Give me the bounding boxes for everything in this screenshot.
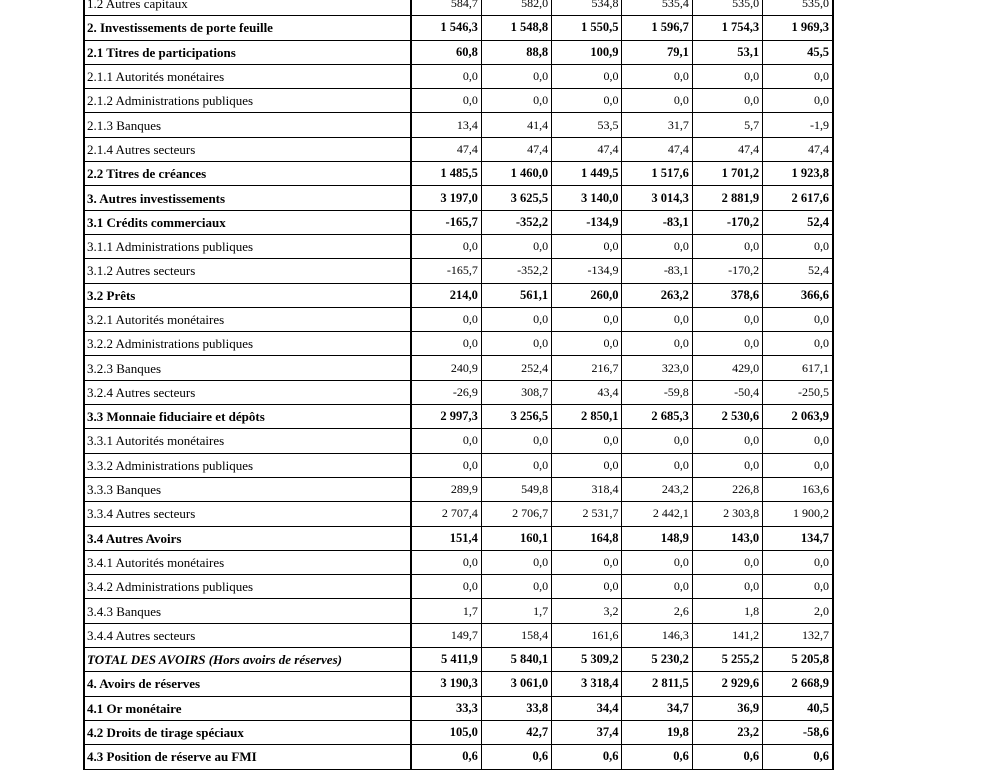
- value-cell: 148,9: [622, 526, 692, 550]
- value-cell: 0,0: [763, 64, 833, 88]
- value-cell: -352,2: [481, 259, 551, 283]
- table-row: [84, 745, 833, 769]
- value-cell: 0,0: [763, 332, 833, 356]
- value-cell: 0,0: [411, 429, 481, 453]
- value-cell: 0,0: [552, 307, 622, 331]
- value-cell: 216,7: [552, 356, 622, 380]
- value-cell: 3 197,0: [411, 186, 481, 210]
- value-cell: 5 840,1: [481, 648, 551, 672]
- value-cell: 158,4: [481, 623, 551, 647]
- value-cell: 0,0: [622, 234, 692, 258]
- table-row: [84, 210, 833, 234]
- row-label: 3.1.1 Administrations publiques: [84, 234, 411, 258]
- value-cell: 47,4: [622, 137, 692, 161]
- value-cell: 429,0: [692, 356, 762, 380]
- row-label: 3.3 Monnaie fiduciaire et dépôts: [84, 405, 411, 429]
- value-cell: 88,8: [481, 40, 551, 64]
- value-cell: 0,0: [411, 307, 481, 331]
- value-cell: 1,7: [411, 599, 481, 623]
- value-cell: 1 517,6: [622, 162, 692, 186]
- value-cell: 214,0: [411, 283, 481, 307]
- value-cell: 549,8: [481, 477, 551, 501]
- value-cell: 2 881,9: [692, 186, 762, 210]
- value-cell: 47,4: [411, 137, 481, 161]
- value-cell: 19,8: [622, 720, 692, 744]
- value-cell: -170,2: [692, 210, 762, 234]
- value-cell: 0,0: [763, 89, 833, 113]
- value-cell: 36,9: [692, 696, 762, 720]
- value-cell: 2 685,3: [622, 405, 692, 429]
- value-cell: 584,7: [411, 0, 481, 16]
- value-cell: 378,6: [692, 283, 762, 307]
- value-cell: 0,0: [552, 332, 622, 356]
- value-cell: 146,3: [622, 623, 692, 647]
- value-cell: 2 442,1: [622, 502, 692, 526]
- table-row: [84, 234, 833, 258]
- row-label: 3.2.1 Autorités monétaires: [84, 307, 411, 331]
- assets-table: [83, 0, 834, 770]
- value-cell: 43,4: [552, 380, 622, 404]
- value-cell: 0,0: [481, 64, 551, 88]
- value-cell: 3 014,3: [622, 186, 692, 210]
- value-cell: 289,9: [411, 477, 481, 501]
- table-row: [84, 16, 833, 40]
- value-cell: 105,0: [411, 720, 481, 744]
- value-cell: 0,0: [622, 453, 692, 477]
- value-cell: -134,9: [552, 259, 622, 283]
- row-label: 3.3.4 Autres secteurs: [84, 502, 411, 526]
- value-cell: 47,4: [692, 137, 762, 161]
- value-cell: 2 063,9: [763, 405, 833, 429]
- table-row: [84, 40, 833, 64]
- value-cell: 0,6: [763, 745, 833, 769]
- value-cell: 2,0: [763, 599, 833, 623]
- value-cell: -83,1: [622, 259, 692, 283]
- value-cell: 0,0: [552, 575, 622, 599]
- table-row: [84, 672, 833, 696]
- value-cell: 0,0: [692, 307, 762, 331]
- value-cell: 366,6: [763, 283, 833, 307]
- value-cell: 100,9: [552, 40, 622, 64]
- value-cell: 535,4: [622, 0, 692, 16]
- value-cell: 0,0: [411, 64, 481, 88]
- table-row: [84, 380, 833, 404]
- row-label: 2.1.2 Administrations publiques: [84, 89, 411, 113]
- value-cell: 0,0: [411, 89, 481, 113]
- value-cell: 3 061,0: [481, 672, 551, 696]
- value-cell: 2 706,7: [481, 502, 551, 526]
- value-cell: 0,0: [692, 453, 762, 477]
- value-cell: 52,4: [763, 210, 833, 234]
- value-cell: 0,0: [763, 307, 833, 331]
- value-cell: 163,6: [763, 477, 833, 501]
- value-cell: 0,6: [552, 745, 622, 769]
- value-cell: 3,2: [552, 599, 622, 623]
- value-cell: 323,0: [622, 356, 692, 380]
- value-cell: 0,0: [411, 575, 481, 599]
- value-cell: 2 811,5: [622, 672, 692, 696]
- value-cell: 0,0: [481, 234, 551, 258]
- value-cell: 2 707,4: [411, 502, 481, 526]
- value-cell: 40,5: [763, 696, 833, 720]
- row-label: 2.2 Titres de créances: [84, 162, 411, 186]
- value-cell: 1 550,5: [552, 16, 622, 40]
- value-cell: 5 309,2: [552, 648, 622, 672]
- row-label: 3.4.3 Banques: [84, 599, 411, 623]
- value-cell: 2 668,9: [763, 672, 833, 696]
- value-cell: 0,0: [622, 429, 692, 453]
- row-label: 3.4.2 Administrations publiques: [84, 575, 411, 599]
- table-row: [84, 696, 833, 720]
- row-label: 3.1 Crédits commerciaux: [84, 210, 411, 234]
- value-cell: 1 969,3: [763, 16, 833, 40]
- value-cell: 1 548,8: [481, 16, 551, 40]
- value-cell: 0,0: [411, 453, 481, 477]
- value-cell: 47,4: [552, 137, 622, 161]
- value-cell: 2 531,7: [552, 502, 622, 526]
- value-cell: 0,0: [763, 453, 833, 477]
- value-cell: 0,0: [763, 234, 833, 258]
- value-cell: 143,0: [692, 526, 762, 550]
- value-cell: 42,7: [481, 720, 551, 744]
- row-label: 3.4 Autres Avoirs: [84, 526, 411, 550]
- value-cell: 260,0: [552, 283, 622, 307]
- value-cell: 3 318,4: [552, 672, 622, 696]
- table-row: [84, 259, 833, 283]
- value-cell: 164,8: [552, 526, 622, 550]
- value-cell: 3 625,5: [481, 186, 551, 210]
- table-row: [84, 113, 833, 137]
- value-cell: 243,2: [622, 477, 692, 501]
- value-cell: 534,8: [552, 0, 622, 16]
- value-cell: 33,8: [481, 696, 551, 720]
- value-cell: 0,0: [481, 575, 551, 599]
- table-row: [84, 599, 833, 623]
- value-cell: 1 485,5: [411, 162, 481, 186]
- value-cell: 2 929,6: [692, 672, 762, 696]
- value-cell: 1 460,0: [481, 162, 551, 186]
- value-cell: 1 923,8: [763, 162, 833, 186]
- value-cell: 0,0: [692, 89, 762, 113]
- value-cell: 0,6: [411, 745, 481, 769]
- table-row: [84, 356, 833, 380]
- value-cell: 535,0: [692, 0, 762, 16]
- table-row: [84, 162, 833, 186]
- value-cell: 45,5: [763, 40, 833, 64]
- table-row: [84, 623, 833, 647]
- value-cell: 0,0: [622, 64, 692, 88]
- value-cell: 23,2: [692, 720, 762, 744]
- value-cell: 0,0: [552, 89, 622, 113]
- value-cell: 2 617,6: [763, 186, 833, 210]
- value-cell: 5 411,9: [411, 648, 481, 672]
- value-cell: -50,4: [692, 380, 762, 404]
- value-cell: 5 205,8: [763, 648, 833, 672]
- row-label: 3.3.3 Banques: [84, 477, 411, 501]
- value-cell: 0,0: [622, 575, 692, 599]
- row-label: 1.2 Autres capitaux: [84, 0, 411, 16]
- value-cell: 2 850,1: [552, 405, 622, 429]
- value-cell: 2 997,3: [411, 405, 481, 429]
- value-cell: 3 190,3: [411, 672, 481, 696]
- row-label: 3.2.3 Banques: [84, 356, 411, 380]
- value-cell: 252,4: [481, 356, 551, 380]
- table-row: [84, 64, 833, 88]
- value-cell: 318,4: [552, 477, 622, 501]
- value-cell: 60,8: [411, 40, 481, 64]
- value-cell: -165,7: [411, 210, 481, 234]
- value-cell: 1 701,2: [692, 162, 762, 186]
- value-cell: 0,0: [763, 575, 833, 599]
- value-cell: 0,0: [552, 550, 622, 574]
- value-cell: -58,6: [763, 720, 833, 744]
- value-cell: 0,0: [692, 550, 762, 574]
- value-cell: 0,0: [692, 575, 762, 599]
- table-row: [84, 575, 833, 599]
- value-cell: 263,2: [622, 283, 692, 307]
- table-row: [84, 405, 833, 429]
- value-cell: 0,0: [481, 453, 551, 477]
- value-cell: 47,4: [763, 137, 833, 161]
- value-cell: 160,1: [481, 526, 551, 550]
- value-cell: 2 303,8: [692, 502, 762, 526]
- value-cell: 1 900,2: [763, 502, 833, 526]
- value-cell: 141,2: [692, 623, 762, 647]
- table-row: [84, 550, 833, 574]
- value-cell: 1,8: [692, 599, 762, 623]
- value-cell: 0,0: [481, 332, 551, 356]
- value-cell: 0,6: [692, 745, 762, 769]
- row-label: 3.4.1 Autorités monétaires: [84, 550, 411, 574]
- value-cell: 0,0: [552, 453, 622, 477]
- row-label: 3.2.4 Autres secteurs: [84, 380, 411, 404]
- value-cell: 0,0: [692, 332, 762, 356]
- value-cell: 3 140,0: [552, 186, 622, 210]
- value-cell: 31,7: [622, 113, 692, 137]
- row-label: 2.1 Titres de participations: [84, 40, 411, 64]
- value-cell: 151,4: [411, 526, 481, 550]
- table-row: [84, 453, 833, 477]
- table-row: [84, 502, 833, 526]
- value-cell: 0,0: [481, 307, 551, 331]
- row-label: 3.2.2 Administrations publiques: [84, 332, 411, 356]
- table-row: [84, 720, 833, 744]
- value-cell: 0,0: [763, 550, 833, 574]
- value-cell: 0,6: [481, 745, 551, 769]
- value-cell: 34,4: [552, 696, 622, 720]
- row-label: 4. Avoirs de réserves: [84, 672, 411, 696]
- value-cell: -1,9: [763, 113, 833, 137]
- value-cell: 0,0: [481, 550, 551, 574]
- value-cell: 132,7: [763, 623, 833, 647]
- value-cell: 1 546,3: [411, 16, 481, 40]
- assets-table-body: [84, 0, 833, 769]
- value-cell: 0,0: [481, 429, 551, 453]
- table-row: [84, 307, 833, 331]
- value-cell: -59,8: [622, 380, 692, 404]
- value-cell: 617,1: [763, 356, 833, 380]
- value-cell: 0,0: [481, 89, 551, 113]
- value-cell: -165,7: [411, 259, 481, 283]
- table-row: [84, 648, 833, 672]
- row-label: 2.1.1 Autorités monétaires: [84, 64, 411, 88]
- row-label: TOTAL DES AVOIRS (Hors avoirs de réserves): [84, 648, 411, 672]
- table-row: [84, 283, 833, 307]
- value-cell: 41,4: [481, 113, 551, 137]
- row-label: 2.1.3 Banques: [84, 113, 411, 137]
- row-label: 3.1.2 Autres secteurs: [84, 259, 411, 283]
- value-cell: 0,0: [692, 64, 762, 88]
- value-cell: 3 256,5: [481, 405, 551, 429]
- value-cell: -134,9: [552, 210, 622, 234]
- value-cell: 134,7: [763, 526, 833, 550]
- value-cell: 79,1: [622, 40, 692, 64]
- value-cell: 0,0: [692, 234, 762, 258]
- value-cell: 33,3: [411, 696, 481, 720]
- value-cell: 0,0: [552, 429, 622, 453]
- value-cell: 13,4: [411, 113, 481, 137]
- table-row: [84, 477, 833, 501]
- row-label: 2. Investissements de porte feuille: [84, 16, 411, 40]
- value-cell: 582,0: [481, 0, 551, 16]
- row-label: 4.3 Position de réserve au FMI: [84, 745, 411, 769]
- value-cell: 0,0: [552, 64, 622, 88]
- table-row: [84, 0, 833, 16]
- value-cell: 37,4: [552, 720, 622, 744]
- value-cell: 47,4: [481, 137, 551, 161]
- value-cell: 1,7: [481, 599, 551, 623]
- value-cell: -250,5: [763, 380, 833, 404]
- value-cell: 1 596,7: [622, 16, 692, 40]
- table-row: [84, 186, 833, 210]
- row-label: 3.3.1 Autorités monétaires: [84, 429, 411, 453]
- value-cell: 34,7: [622, 696, 692, 720]
- value-cell: 52,4: [763, 259, 833, 283]
- value-cell: 0,0: [552, 234, 622, 258]
- value-cell: 0,0: [411, 550, 481, 574]
- table-row: [84, 429, 833, 453]
- value-cell: 53,1: [692, 40, 762, 64]
- row-label: 3. Autres investissements: [84, 186, 411, 210]
- row-label: 4.2 Droits de tirage spéciaux: [84, 720, 411, 744]
- value-cell: 561,1: [481, 283, 551, 307]
- value-cell: 5 230,2: [622, 648, 692, 672]
- value-cell: 240,9: [411, 356, 481, 380]
- value-cell: 53,5: [552, 113, 622, 137]
- value-cell: 0,0: [692, 429, 762, 453]
- table-row: [84, 89, 833, 113]
- value-cell: 5,7: [692, 113, 762, 137]
- value-cell: 2,6: [622, 599, 692, 623]
- balance-sheet-table-container: [83, 0, 832, 770]
- value-cell: 0,0: [411, 332, 481, 356]
- value-cell: 0,0: [763, 429, 833, 453]
- row-label: 3.2 Prêts: [84, 283, 411, 307]
- value-cell: 0,0: [622, 89, 692, 113]
- value-cell: 149,7: [411, 623, 481, 647]
- row-label: 3.3.2 Administrations publiques: [84, 453, 411, 477]
- value-cell: -26,9: [411, 380, 481, 404]
- value-cell: 1 449,5: [552, 162, 622, 186]
- value-cell: 2 530,6: [692, 405, 762, 429]
- value-cell: 5 255,2: [692, 648, 762, 672]
- row-label: 4.1 Or monétaire: [84, 696, 411, 720]
- value-cell: 161,6: [552, 623, 622, 647]
- value-cell: 0,0: [622, 550, 692, 574]
- value-cell: 0,6: [622, 745, 692, 769]
- value-cell: -352,2: [481, 210, 551, 234]
- value-cell: -83,1: [622, 210, 692, 234]
- row-label: 2.1.4 Autres secteurs: [84, 137, 411, 161]
- row-label: 3.4.4 Autres secteurs: [84, 623, 411, 647]
- table-row: [84, 332, 833, 356]
- value-cell: 226,8: [692, 477, 762, 501]
- value-cell: 0,0: [622, 332, 692, 356]
- table-row: [84, 137, 833, 161]
- value-cell: 308,7: [481, 380, 551, 404]
- value-cell: 0,0: [622, 307, 692, 331]
- value-cell: 1 754,3: [692, 16, 762, 40]
- value-cell: 535,0: [763, 0, 833, 16]
- value-cell: -170,2: [692, 259, 762, 283]
- value-cell: 0,0: [411, 234, 481, 258]
- table-row: [84, 526, 833, 550]
